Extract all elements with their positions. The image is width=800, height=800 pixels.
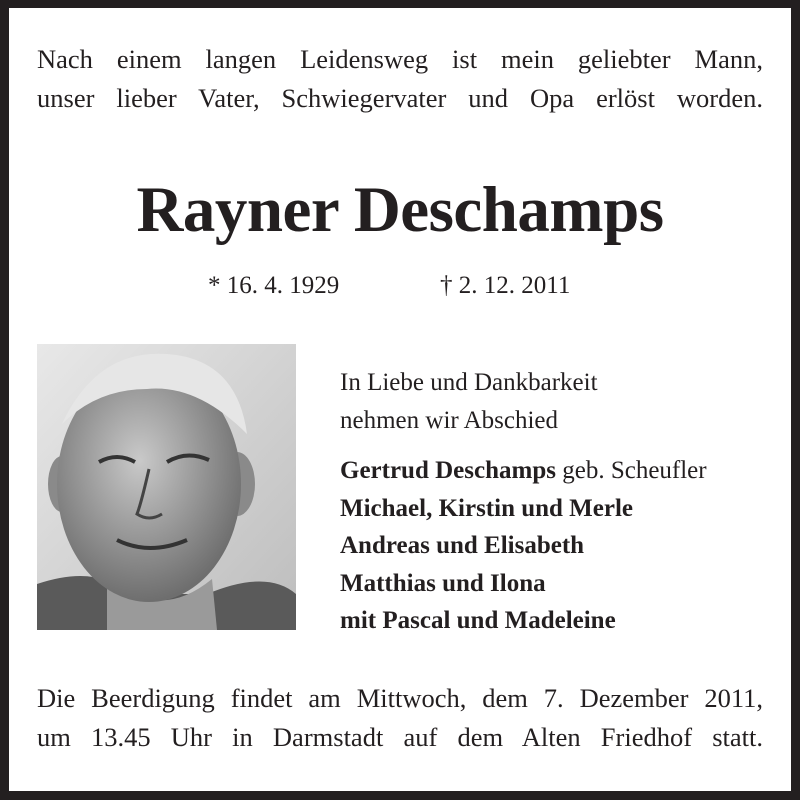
maiden-name: geb. Scheufler bbox=[555, 457, 707, 484]
birth-date: * 16. 4. 1929 bbox=[208, 272, 340, 299]
funeral-line: um 13.45 Uhr in Darmstadt auf dem Alten Friedhof statt. bbox=[37, 722, 763, 752]
farewell-line: In Liebe und Dankbarkeit bbox=[340, 369, 598, 396]
death-date: † 2. 12. 2011 bbox=[440, 272, 571, 299]
funeral-line: Die Beerdigung findet am Mittwoch, dem 7. Dezember 2011, bbox=[37, 683, 763, 713]
intro-text bbox=[37, 40, 763, 118]
mourner-line: mit Pascal und Madeleine bbox=[340, 607, 616, 634]
obituary-notice bbox=[9, 8, 791, 791]
portrait-photo bbox=[37, 344, 296, 630]
mourner-line: Michael, Kirstin und Merle bbox=[340, 494, 634, 522]
funeral-info bbox=[37, 679, 763, 757]
mourner-name: Gertrud Deschamps bbox=[340, 457, 556, 484]
deceased-name: Rayner Deschamps bbox=[136, 174, 664, 246]
mourners-block bbox=[340, 364, 707, 640]
intro-line: unser lieber Vater, Schwiegervater und Opa erlöst worden. bbox=[37, 83, 763, 113]
intro-line: Nach einem langen Leidensweg ist mein geliebter Mann, bbox=[37, 44, 763, 74]
farewell-line: nehmen wir Abschied bbox=[340, 406, 559, 434]
mourner-line: Andreas und Elisabeth bbox=[340, 532, 585, 559]
mourner-line: Matthias und Ilona bbox=[340, 569, 546, 597]
mourner-line bbox=[340, 452, 707, 490]
